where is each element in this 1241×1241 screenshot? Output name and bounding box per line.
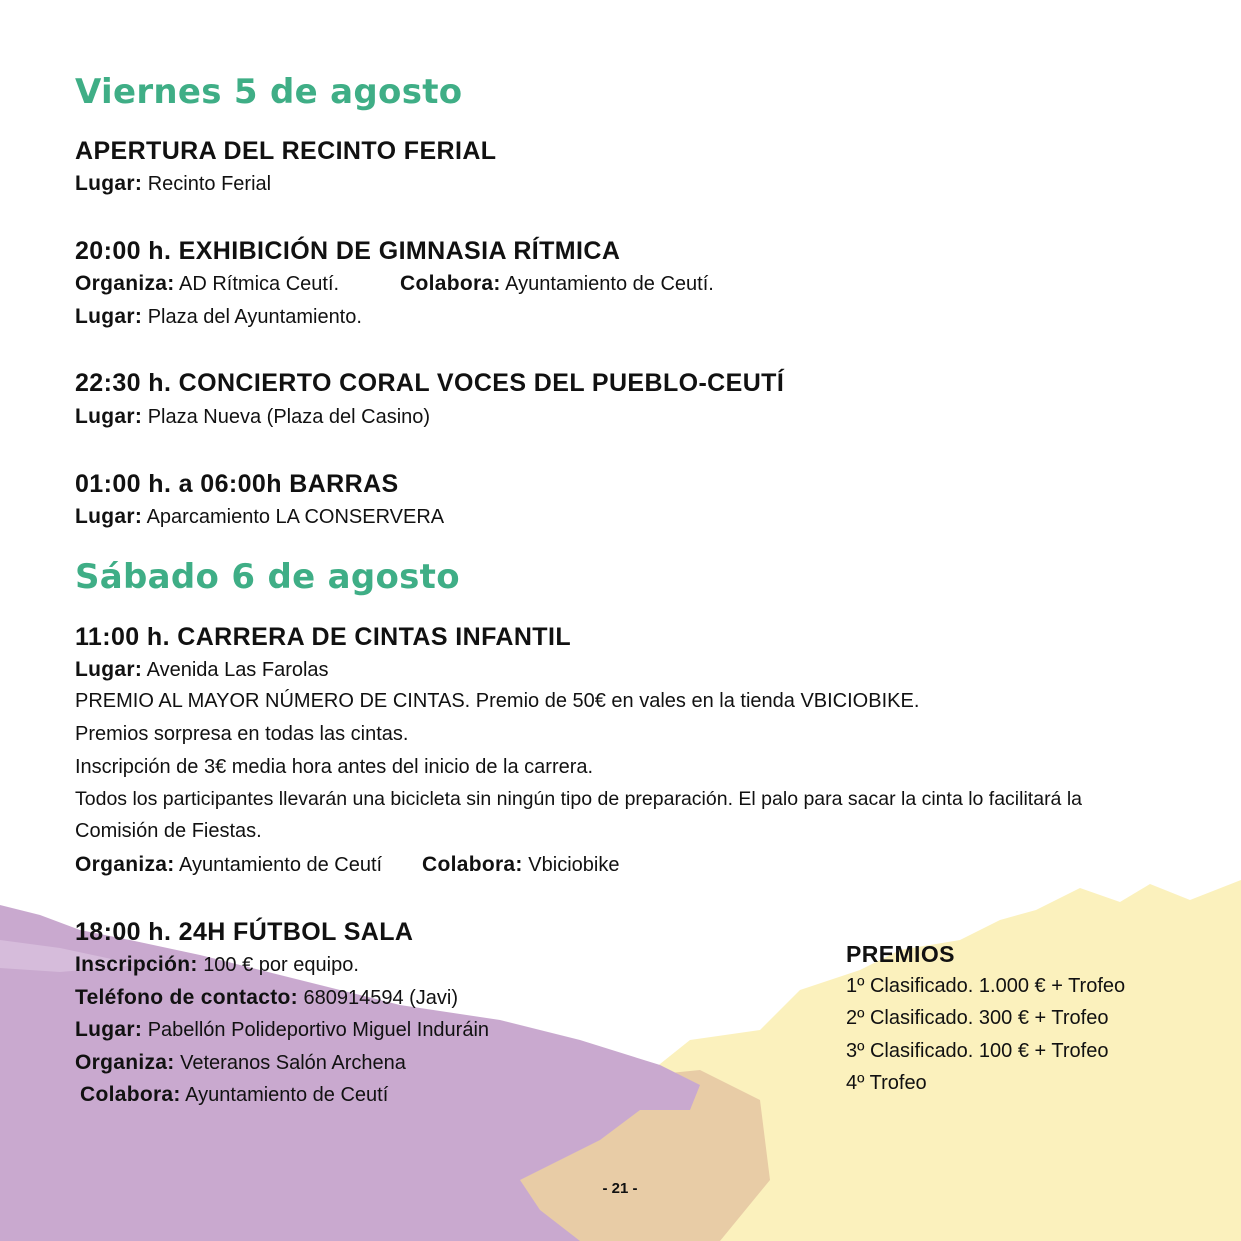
event-location-gimnasia: Lugar: Plaza del Ayuntamiento.: [75, 305, 362, 328]
carrera-info-line: Comisión de Fiestas.: [75, 820, 262, 842]
event-organizer-gimnasia: Organiza: AD Rítmica Ceutí.: [75, 272, 340, 295]
event-title-futbol: 18:00 h. 24H FÚTBOL SALA: [75, 918, 414, 946]
event-title-apertura: APERTURA DEL RECINTO FERIAL: [75, 137, 497, 165]
event-location-concierto: Lugar: Plaza Nueva (Plaza del Casino): [75, 405, 431, 428]
premios-title: PREMIOS: [846, 941, 955, 967]
carrera-info-line: Premios sorpresa en todas las cintas.: [75, 723, 409, 745]
event-organizer-carrera: Organiza: Ayuntamiento de Ceutí: [75, 853, 383, 876]
event-location-apertura: Lugar: Recinto Ferial: [75, 172, 272, 195]
carrera-info-line: PREMIO AL MAYOR NÚMERO DE CINTAS. Premio de 50€ en vales en la tienda VBICIOBIKE.: [75, 690, 920, 712]
premio-item: 2º Clasificado. 300 € + Trofeo: [846, 1007, 1109, 1029]
event-location-carrera: Lugar: Avenida Las Farolas: [75, 658, 329, 681]
page-number: - 21 -: [602, 1180, 638, 1197]
event-title-gimnasia: 20:00 h. EXHIBICIÓN DE GIMNASIA RÍTMICA: [75, 237, 621, 265]
event-location-futbol: Lugar: Pabellón Polideportivo Miguel Induráin: [75, 1018, 490, 1041]
event-title-barras: 01:00 h. a 06:00h BARRAS: [75, 470, 399, 498]
carrera-info-line: Inscripción de 3€ media hora antes del inicio de la carrera.: [75, 756, 594, 778]
event-title-concierto: 22:30 h. CONCIERTO CORAL VOCES DEL PUEBLO-CEUTÍ: [75, 369, 785, 397]
event-phone-futbol: Teléfono de contacto: 680914594 (Javi): [75, 986, 459, 1009]
day-heading-viernes: Viernes 5 de agosto: [75, 72, 463, 112]
premio-item: 4º Trofeo: [846, 1072, 927, 1094]
event-registration-futbol: Inscripción: 100 € por equipo.: [75, 953, 359, 976]
premio-item: 3º Clasificado. 100 € + Trofeo: [846, 1040, 1109, 1062]
event-collaborator-gimnasia: Colabora: Ayuntamiento de Ceutí.: [400, 272, 714, 295]
event-collaborator-carrera: Colabora: Vbiciobike: [422, 853, 620, 876]
premio-item: 1º Clasificado. 1.000 € + Trofeo: [846, 975, 1126, 997]
event-location-barras: Lugar: Aparcamiento LA CONSERVERA: [75, 505, 445, 528]
event-collaborator-futbol: Colabora: Ayuntamiento de Ceutí: [80, 1083, 389, 1106]
day-heading-sabado: Sábado 6 de agosto: [75, 557, 460, 597]
event-organizer-futbol: Organiza: Veteranos Salón Archena: [75, 1051, 406, 1074]
event-title-carrera: 11:00 h. CARRERA DE CINTAS INFANTIL: [75, 623, 571, 651]
carrera-info-line: Todos los participantes llevarán una bicicleta sin ningún tipo de preparación. El palo para sacar la cinta lo facilitará la: [75, 788, 1083, 810]
